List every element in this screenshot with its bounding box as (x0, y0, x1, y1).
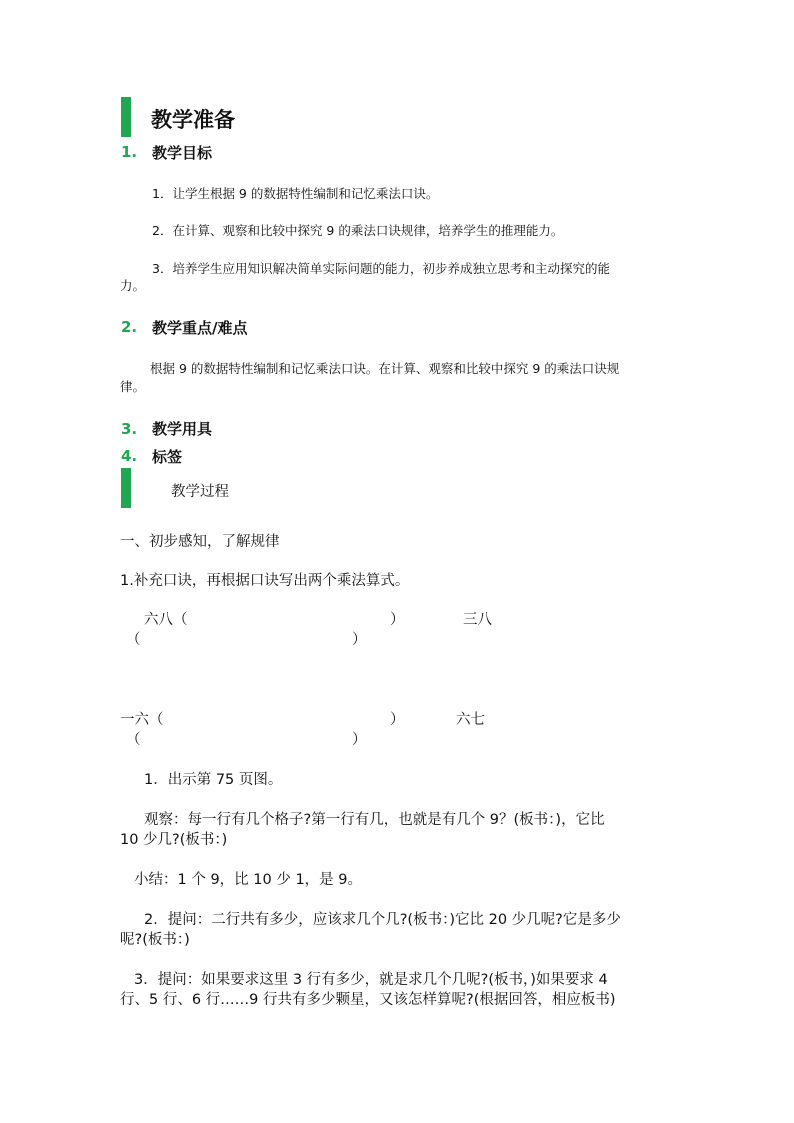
blank-sanba-label: 三八 (463, 612, 492, 628)
question-1: 1.补充口诀，再根据口诀写出两个乘法算式。 (120, 573, 410, 589)
heading-accent-bar (121, 97, 131, 137)
section-number-4: 4. (121, 447, 138, 465)
goal-3-line2: 力。 (120, 278, 146, 293)
goal-3-line1: 3．培养学生应用知识解决简单实际问题的能力，初步养成独立思考和主动探究的能 (152, 261, 610, 276)
goal-1: 1．让学生根据 9 的数据特性编制和记忆乘法口诀。 (152, 186, 439, 201)
question-2-line1: 2．提问：二行共有多少，应该求几个几?(板书：)它比 20 少几呢?它是多少 (144, 912, 621, 928)
goal-2: 2．在计算、观察和比较中探究 9 的乘法口诀规律，培养学生的推理能力。 (152, 223, 564, 238)
question-3-line1: 3．提问：如果要求这里 3 行有多少，就是求几个几呢?(板书，)如果要求 4 (134, 972, 608, 988)
process-title: 教学过程 (171, 484, 229, 500)
blank-yiliu-label: 一六（ (120, 712, 164, 728)
blank-liuqi-label: 六七 (456, 712, 485, 728)
blank-sanba-close: ） (352, 632, 367, 648)
section-title-3: 教学用具 (152, 420, 213, 438)
blank-liuqi-open: （ (126, 732, 141, 748)
question-3-line2: 行、5 行、6 行……9 行共有多少颗星，又该怎样算呢?(根据回答，相应板书) (120, 992, 616, 1008)
blank-liuba-label: 六八（ (144, 612, 188, 628)
observe-line1: 观察：每一行有几个格子?第一行有几，也就是有几个 9？(板书：)，它比 (144, 812, 605, 828)
process-accent-bar (121, 468, 131, 508)
step-1: 1．出示第 75 页图。 (144, 772, 283, 788)
page-heading: 教学准备 (151, 108, 235, 132)
key-points-line1: 根据 9 的数据特性编制和记忆乘法口诀。在计算、观察和比较中探究 9 的乘法口诀规 (150, 361, 620, 376)
blank-liuqi-close: ） (352, 732, 367, 748)
blank-liuba-close: ） (390, 612, 405, 628)
blank-yiliu-close: ） (390, 712, 405, 728)
section-title-1: 教学目标 (152, 144, 213, 162)
question-2-line2: 呢?(板书：) (120, 932, 190, 948)
observe-line2: 10 少几?(板书：) (120, 832, 228, 848)
section-number-1: 1. (121, 143, 138, 161)
summary: 小结：1 个 9，比 10 少 1，是 9。 (134, 872, 363, 888)
section-title-4: 标签 (152, 448, 183, 466)
part-1-heading: 一、初步感知，了解规律 (120, 534, 280, 550)
key-points-line2: 律。 (120, 379, 146, 394)
blank-sanba-open: （ (126, 632, 141, 648)
section-number-2: 2. (121, 318, 138, 336)
section-title-2: 教学重点/难点 (152, 319, 248, 337)
section-number-3: 3. (121, 420, 138, 438)
